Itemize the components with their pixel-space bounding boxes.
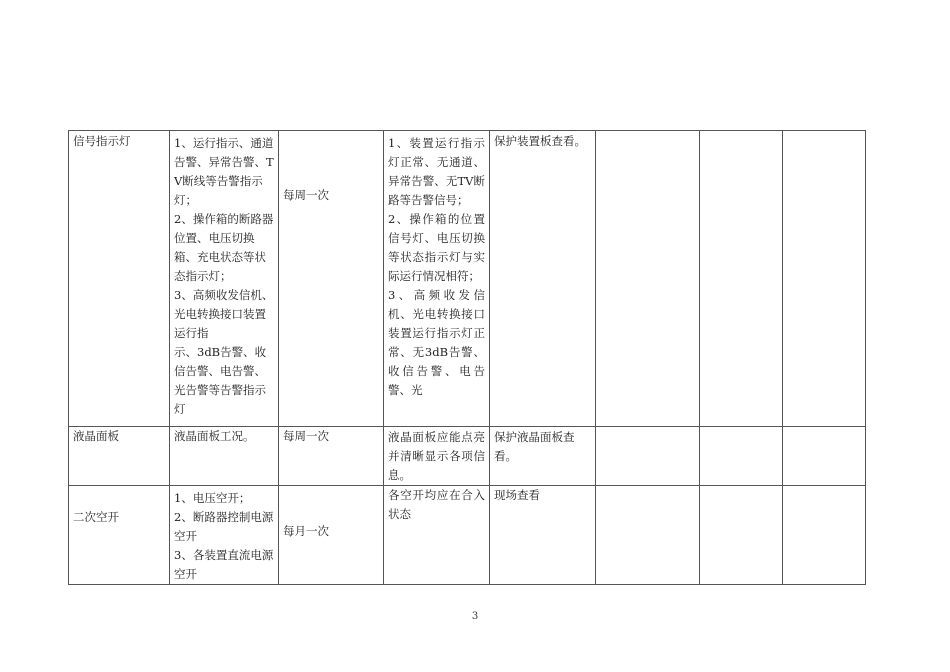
empty-cell [596,486,700,585]
empty-cell [596,131,700,427]
empty-cell [700,427,783,486]
method-cell: 现场查看 [490,486,596,585]
method-cell: 保护装置板查看。 [490,131,596,427]
item-text: 二次空开 [73,510,119,524]
empty-cell [700,131,783,427]
standard-cell: 液晶面板应能点亮并清晰显示各项信息。 [384,427,490,486]
inspection-table [68,130,866,585]
frequency-text: 每周一次 [283,188,329,202]
item-cell: 液晶面板 [69,427,170,486]
table-row [69,131,866,427]
content-cell: 1、运行指示、通道告警、异常告警、TV断线等告警指示灯； 2、操作箱的断路器位置、电压切换箱、充电状态等状态指示灯； 3、高频收发信机、光电转换接口装置运行指 示、3dB告警、收信告警、电告警、光告警等告警指示灯 [170,131,279,427]
empty-cell [783,486,866,585]
item-cell: 信号指示灯 [69,131,170,427]
standard-cell: 1、装置运行指示灯正常、无通道、异常告警、无TV断路等告警信号； 2、操作箱的位置信号灯、电压切换等状态指示灯与实际运行情况相符； 3、高频收发信机、光电转换接口装置运行指示灯正常、无3dB告警、收信告警、电告警、光 [384,131,490,427]
standard-cell: 各空开均应在合入状态 [384,486,490,585]
content-cell: 液晶面板工况。 [170,427,279,486]
empty-cell [783,427,866,486]
content-cell: 1、电压空开； 2、断路器控制电源空开 3、各装置直流电源空开 [170,486,279,585]
method-cell: 保护液晶面板查看。 [490,427,596,486]
frequency-text: 每月一次 [283,524,329,538]
table-row [69,427,866,486]
page-number: 3 [471,611,479,622]
table-row [69,486,866,585]
frequency-cell [279,486,384,585]
frequency-text: 每周一次 [283,429,329,443]
empty-cell [783,131,866,427]
item-cell [69,486,170,585]
empty-cell [700,486,783,585]
frequency-cell [279,131,384,427]
empty-cell [596,427,700,486]
frequency-cell [279,427,384,486]
